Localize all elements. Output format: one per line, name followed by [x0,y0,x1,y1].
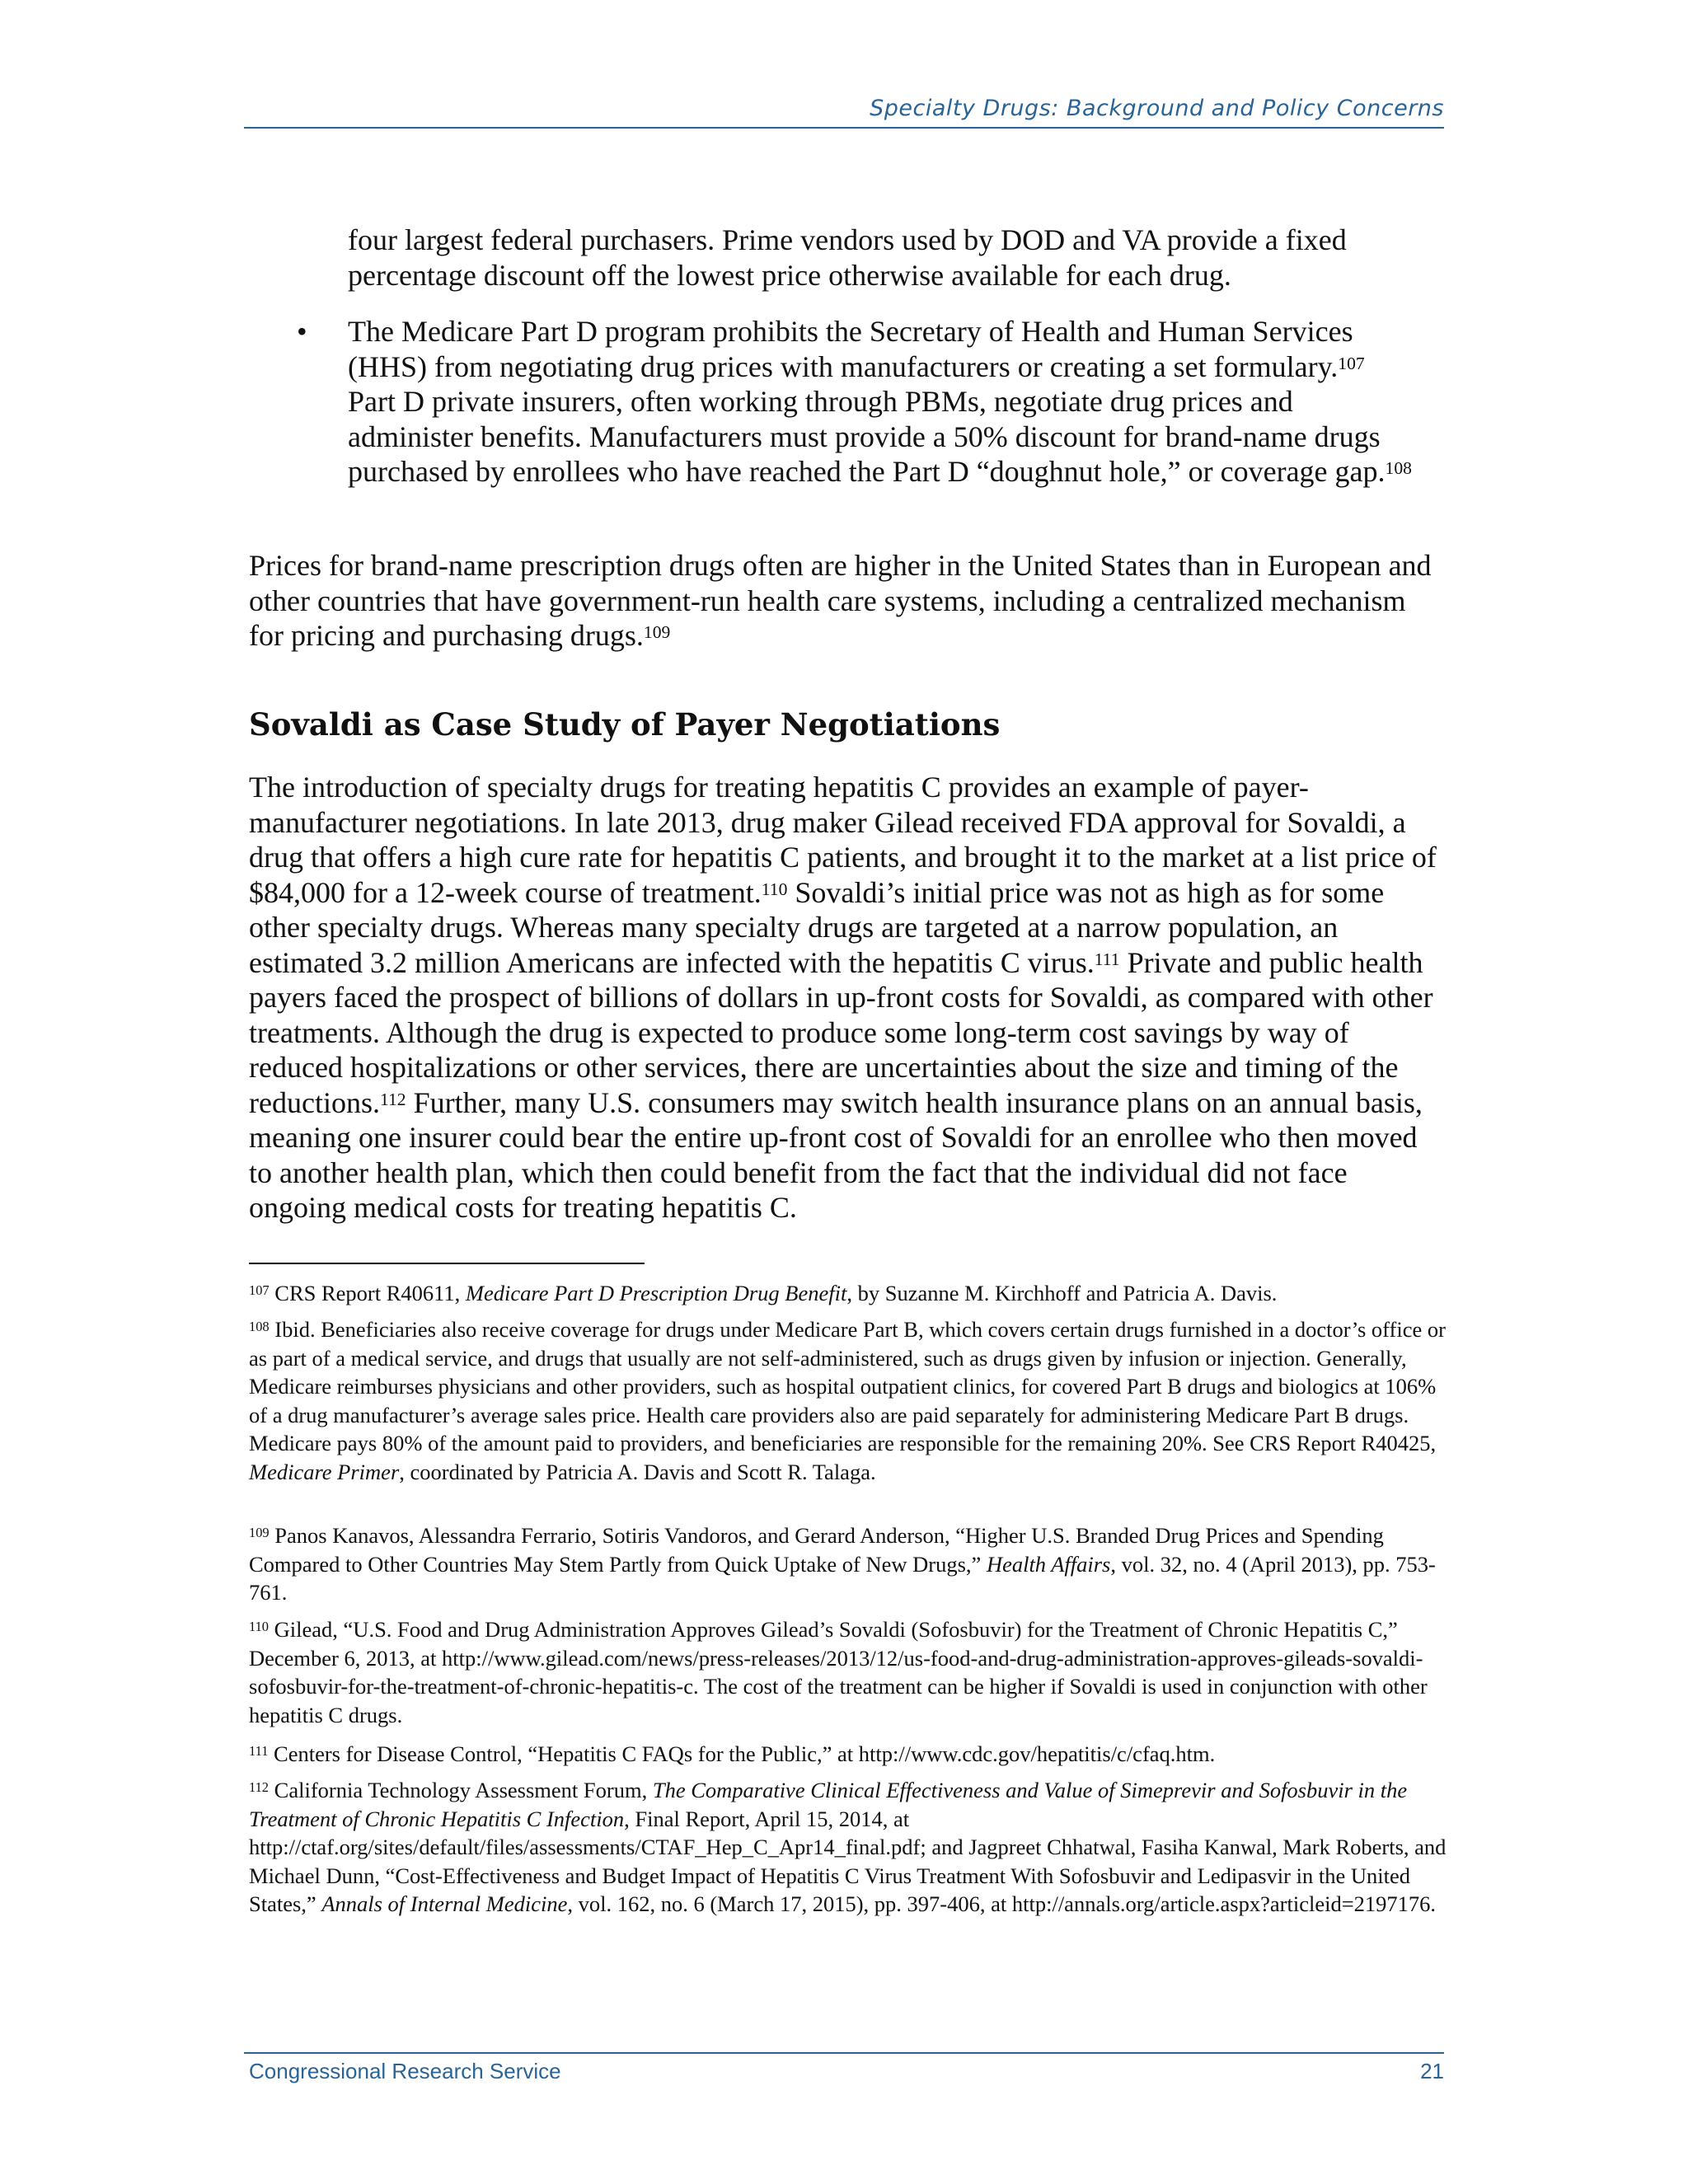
footnote-110 [249,1615,1452,1729]
bullet-paragraph [348,314,1419,490]
footnote-ref-107[interactable]: 107 [1338,353,1365,373]
footnote-text: Gilead, “U.S. Food and Drug Administration Approves Gilead’s Sovaldi (Sofosbuvir) for the Treatment of Chronic Hepatitis C,” December 6, 2013, at http://www.gilead.com/news/press-releases/2013/12/us-food-and-drug-administration-approves-gileads-sovaldi-sofosbuvir-for-the-treatment-of-chronic-hepatitis-c. The cost of the treatment can be higher if Sovaldi is used in conjunction with other hepatitis C drugs. [249,1617,1428,1727]
sovaldi-text-a: The introduction of specialty drugs for treating hepatitis C provides an example of payer-manufacturer negotiations. In late 2013, drug maker Gilead received FDA approval for Sovaldi, a drug that offers a high cure rate for hepatitis C patients, and brought it to the market at a list price of $84,000 for a 12-week course of treatment. [249,771,1437,909]
footnote-text: Centers for Disease Control, “Hepatitis C FAQs for the Public,” at http://www.cdc.gov/hepatitis/c/cfaq.htm. [268,1741,1216,1766]
footnote-number: 112 [249,1779,270,1795]
footnote-ref-108[interactable]: 108 [1385,458,1412,479]
footnote-text: , by Suzanne M. Kirchhoff and Patricia A. Davis. [846,1281,1278,1305]
footnote-109 [249,1521,1452,1607]
footnote-title: Medicare Part D Prescription Drug Benefit [465,1281,847,1305]
footnote-112 [249,1776,1452,1919]
sovaldi-text-d: Further, many U.S. consumers may switch health insurance plans on an annual basis, meaning one insurer could bear the entire up-front cost of Sovaldi for an enrollee who then moved to another health plan, which then could benefit from the fact that the individual did not face ongoing medical costs for treating hepatitis C. [249,1085,1423,1224]
footnote-text: Ibid. Beneficiaries also receive coverage for drugs under Medicare Part B, which covers certain drugs furnished in a doctor’s office or as part of a medical service, and drugs that usually are not self-administered, such as drugs given by infusion or injection. Generally, Medicare reimburses physicians and other providers, such as hospital outpatient clinics, for covered Part B drugs and biologics at 106% of a drug manufacturer’s average sales price. Health care providers also are paid separately for administering Medicare Part B drugs. Medicare pays 80% of the amount paid to providers, and beneficiaries are responsible for the remaining 20%. See CRS Report R40425, [249,1317,1446,1455]
footnote-number: 109 [249,1524,270,1540]
section-heading: Sovaldi as Case Study of Payer Negotiations [249,706,1001,743]
footnote-text: California Technology Assessment Forum, [269,1778,653,1802]
footnote-text: Panos Kanavos, Alessandra Ferrario, Sotiris Vandoros, and Gerard Anderson, “Higher U.S. Branded Drug Prices and Spending Compared to Other Countries May Stem Partly from Quick Uptake of New Drugs,” [249,1523,1384,1577]
footnote-number: 108 [249,1318,270,1334]
footnote-number: 111 [249,1742,269,1759]
page-number: 21 [1420,2059,1444,2083]
footnote-text: , Final Report, April 15, 2014, at http://ctaf.org/sites/default/files/assessments/CTAF_Hep_C_Apr14_final.pdf; and Jagpreet Chhatwal, Fasiha Kanwal, Mark Roberts, and Michael Dunn, “Cost-Effectiveness and Budget Impact of Hepatitis C Virus Treatment With Sofosbuvir and Ledipasvir in the United States,” [249,1806,1447,1916]
bullet-text-b: Part D private insurers, often working through PBMs, negotiate drug prices and administer benefits. Manufacturers must provide a 50% discount for brand-name drugs purchased by enrollees who have reached the Part D “doughnut hole,” or coverage gap. [348,385,1386,488]
footnote-ref-112[interactable]: 112 [379,1089,406,1109]
footnote-111 [249,1740,1452,1769]
running-header: Specialty Drugs: Background and Policy Concerns [870,96,1444,121]
continued-paragraph: four largest federal purchasers. Prime vendors used by DOD and VA provide a fixed percentage discount off the lowest price otherwise available for each drug. [348,223,1347,292]
bullet-marker: • [297,315,307,348]
footnote-107 [249,1279,1452,1308]
footnote-title: The Comparative Clinical Effectiveness and Value of Simeprevir and Sofosbuvir in the Treatment of Chronic Hepatitis C Infection [249,1778,1408,1831]
prices-paragraph [249,548,1444,654]
footer-organization: Congressional Research Service [249,2059,561,2083]
sovaldi-text-c: Private and public health payers faced the prospect of billions of dollars in up-front costs for Sovaldi, as compared with other treatments. Although the drug is expected to produce some long-term cost savings by way of reduced hospitalizations or other services, there are uncertainties about the size and timing of the reductions. [249,945,1433,1119]
footnote-journal: Annals of Internal Medicine [321,1891,568,1916]
prices-text: Prices for brand-name prescription drugs often are higher in the United States than in European and other countries that have government-run health care systems, including a centralized mechanism for pricing and purchasing drugs. [249,549,1432,652]
footnote-title: Health Affairs [986,1551,1111,1577]
footnote-title: Medicare Primer [249,1459,400,1484]
footnote-text: CRS Report R40611, [269,1281,466,1305]
footnote-ref-109[interactable]: 109 [643,622,671,643]
footnote-ref-111[interactable]: 111 [1094,949,1120,969]
footnote-108 [249,1315,1452,1486]
footnote-text: , vol. 32, no. 4 (April 2013), pp. 753-761. [249,1551,1436,1605]
footnote-ref-110[interactable]: 110 [761,879,788,899]
sovaldi-paragraph [249,770,1444,1226]
bullet-text-a: The Medicare Part D program prohibits the Secretary of Health and Human Services (HHS) from negotiating drug prices with manufacturers or creating a set formulary. [348,315,1353,383]
sovaldi-text-b: Sovaldi’s initial price was not as high as for some other specialty drugs. Whereas many specialty drugs are targeted at a narrow population, an estimated 3.2 million Americans are infected with the hepatitis C virus. [249,875,1385,979]
footer-rule [244,2052,1444,2054]
footnote-separator [249,1263,645,1264]
header-rule [244,127,1444,129]
footnote-number: 110 [249,1618,270,1634]
footnote-number: 107 [249,1282,270,1298]
footnote-text: , coordinated by Patricia A. Davis and Scott R. Talaga. [399,1459,876,1484]
footnote-text: , vol. 162, no. 6 (March 17, 2015), pp. 397-406, at http://annals.org/article.aspx?articleid=2197176. [567,1891,1437,1916]
